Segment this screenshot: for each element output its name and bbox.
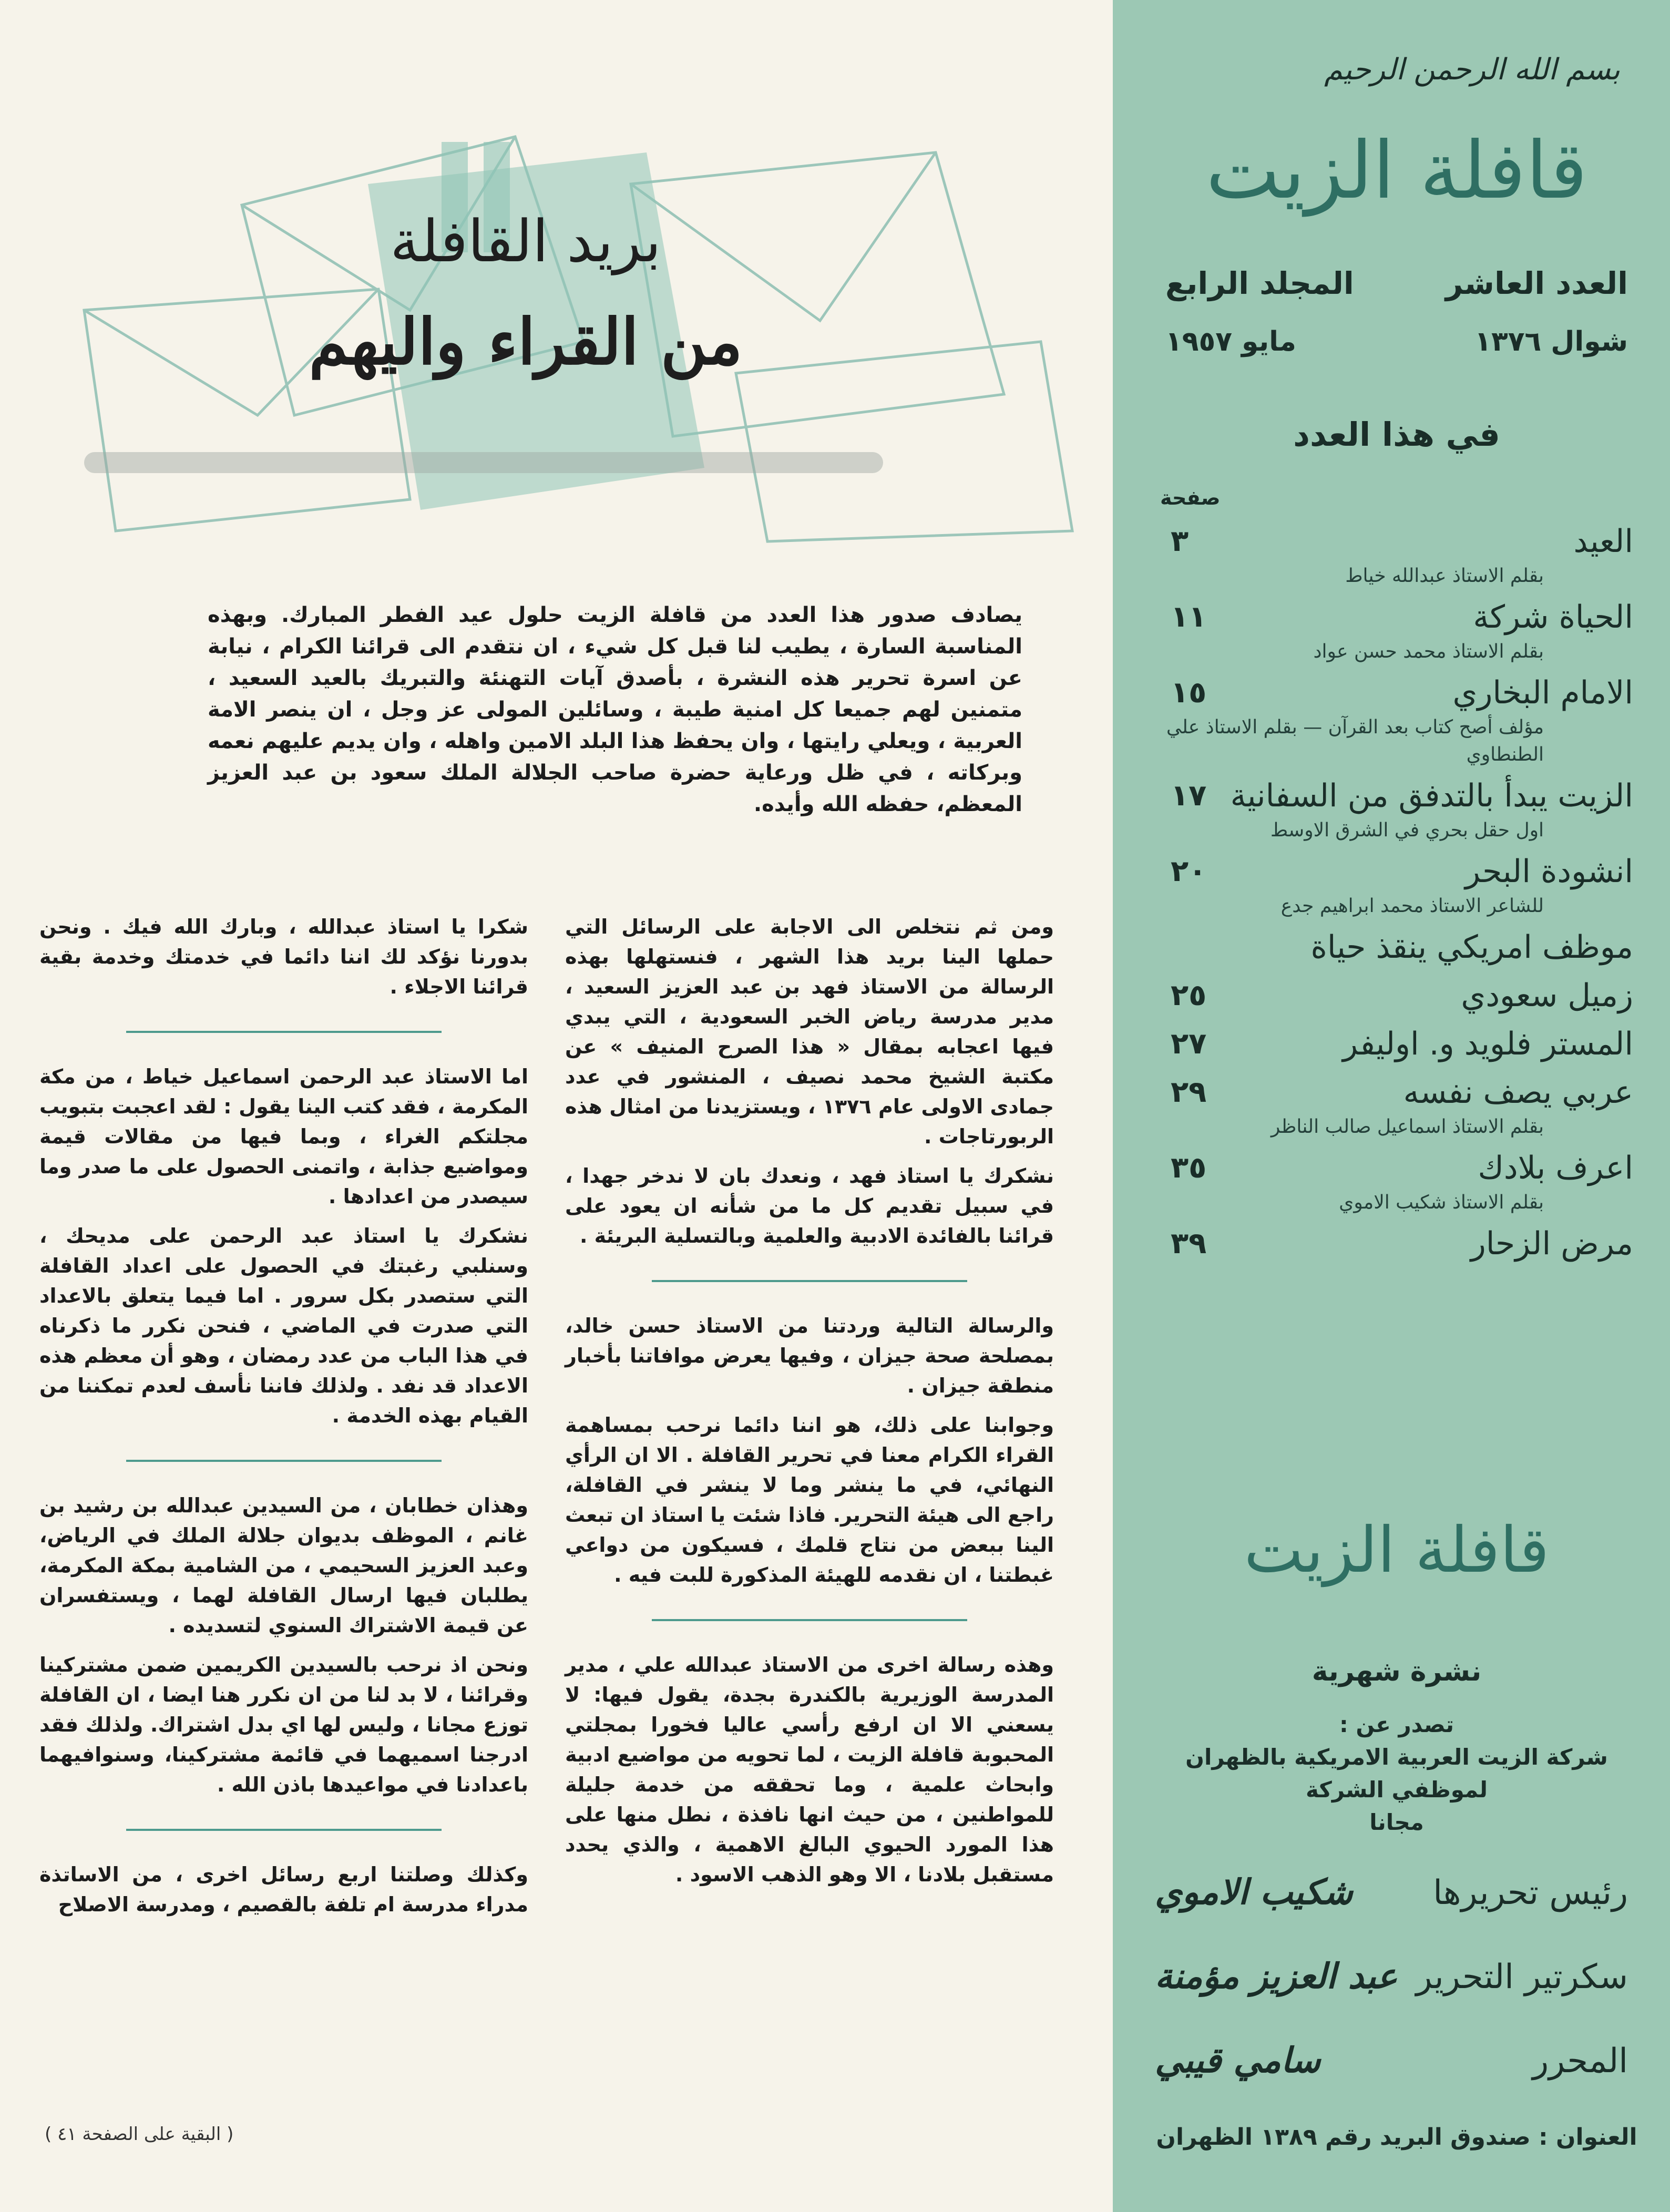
toc-item-page: ٣: [1171, 524, 1189, 558]
editor-in-chief-label: رئيس تحريرها: [1433, 1873, 1628, 1912]
toc-item-title: عربي يصف نفسه: [1403, 1074, 1633, 1111]
table-of-contents: [1155, 520, 1638, 1265]
toc-item-author: بقلم الاستاذ محمد حسن عواد: [1313, 641, 1544, 662]
toc-item-author: بقلم الاستاذ شكيب الاموي: [1339, 1192, 1544, 1213]
toc-item-title: انشودة البحر: [1464, 853, 1633, 890]
toc-item-page: ٢٠: [1171, 854, 1207, 888]
section-divider: [126, 1031, 442, 1033]
hijri-date: شوال ١٣٧٦: [1474, 326, 1628, 357]
toc-item-page: ١٧: [1171, 779, 1207, 813]
editor-label: المحرر: [1532, 2042, 1628, 2081]
mailing-address: العنوان : صندوق البريد رقم ١٣٨٩ الظهران: [1156, 2124, 1637, 2150]
volume-number: المجلد الرابع: [1165, 265, 1354, 301]
toc-item-title: اعرف بلادك: [1478, 1150, 1633, 1186]
toc-item-author: بقلم الاستاذ عبدالله خياط: [1345, 565, 1544, 587]
toc-item-title: العيد: [1573, 523, 1633, 560]
section-divider: [126, 1460, 442, 1462]
magazine-logo: قافلة الزيت: [1205, 125, 1588, 217]
toc-item[interactable]: [1155, 775, 1638, 844]
toc-item-title: مرض الزحار: [1470, 1225, 1633, 1262]
paragraph: ومن ثم نتخلص الى الاجابة على الرسائل التي حملها الينا بريد هذا الشهر ، فنستهلها بهذه الرسالة من الاستاذ فهد بن عبد العزيز السعيد ، مدير مدرسة رياض الخبر السعودية ، التي يبدي فيها اعجابه بمقال « هذا الصرح المنيف » عن مكتبة الشيخ محمد نصيف ، المنشور في عدد جمادى الاولى عام ١٣٧٦ ، ويستزيدنا من امثال هذه الربورتاجات .: [565, 915, 1054, 1148]
secretary-name: عبد العزيز مؤمنة: [1155, 1955, 1398, 1996]
basmala: بسم الله الرحمن الرحيم: [1324, 53, 1620, 87]
continued-note: ( البقية على الصفحة ٤١ ): [45, 2124, 234, 2145]
article-column-right: [565, 912, 1054, 1899]
toc-page-label: صفحة: [1160, 486, 1221, 509]
editor-in-chief-name: شكيب الاموي: [1155, 1871, 1353, 1912]
toc-item-title: الحياة شركة: [1473, 599, 1633, 636]
publisher-info: [1165, 1708, 1628, 1839]
toc-item-page: ٢٧: [1171, 1027, 1207, 1061]
toc-item[interactable]: [1155, 520, 1638, 590]
toc-item-page: ١١: [1171, 600, 1207, 634]
toc-item-page: ٣٥: [1171, 1151, 1207, 1185]
gregorian-date: مايو ١٩٥٧: [1165, 326, 1296, 357]
paragraph: وكذلك وصلتنا اربع رسائل اخرى ، من الاساتذة مدراء مدرسة ام تلفة بالقصيم ، ومدرسة الاصلاح: [39, 1863, 528, 1916]
issue-number: العدد العاشر: [1445, 265, 1628, 301]
issued-by-label: تصدر عن :: [1339, 1712, 1454, 1737]
toc-item[interactable]: [1155, 1147, 1638, 1216]
publication-price: مجانا: [1369, 1809, 1424, 1835]
toc-item[interactable]: [1155, 1023, 1638, 1065]
contents-sidebar: [1113, 0, 1670, 2212]
toc-item-page: ٢٥: [1171, 978, 1207, 1012]
paragraph: نشكرك يا استاذ فهد ، ونعدك بان لا ندخر جهدا ، في سبيل تقديم كل ما من شأنه ان يعود على قرائنا بالفائدة الادبية والعلمية وبالتسلية البريئة .: [565, 1164, 1054, 1247]
paragraph: نشكرك يا استاذ عبد الرحمن على مديحك ، وسنلبي رغبتك في الحصول على اعداد القافلة التي ستصدر بكل سرور . اما فيما يتعلق بالاعداد التي صدرت في الماضي ، فنحن نكرر ما ذكرناه في هذا الباب من عدد رمضان ، وهو أن معظم هذه الاعداد قد نفد . ولذلك فاننا نأسف لعدم تمكننا من القيام بهذه الخدمة .: [39, 1224, 528, 1427]
paragraph: وهذه رسالة اخرى من الاستاذ عبدالله علي ، مدير المدرسة الوزيرية بالكندرة بجدة، يقول فيها: لا يسعني الا ان ارفع رأسي عاليا فخورا بمجلتي المحبوبة قافلة الزيت ، لما تحويه من مواضيع ادبية وابحاث علمية ، وما تحققه من خدمة جليلة للمواطنين ، من حيث انها نافذة ، نطل منها على هذا المورد الحيوي البالغ الاهمية ، والذي يحدد مستقبل بلادنا ، الا وهو الذهب الاسود .: [565, 1653, 1054, 1886]
paragraph: شكرا يا استاذ عبدالله ، وبارك الله فيك . ونحن بدورنا نؤكد لك اننا دائما في خدمتك وخدمة بقية قرائنا الاجلاء .: [39, 915, 528, 998]
paragraph: اما الاستاذ عبد الرحمن اسماعيل خياط ، من مكة المكرمة ، فقد كتب الينا يقول : لقد اعجبت بتبويب مجلتكم الغراء ، وبما فيها من مقالات قيمة ومواضيع جذابة ، واتمنى الحصول على ما صدر وما سيصدر من اعدادها .: [39, 1065, 528, 1208]
toc-item-title: زميل سعودي: [1461, 977, 1633, 1014]
toc-item-page: ٢٩: [1171, 1075, 1207, 1109]
section-divider: [126, 1829, 442, 1831]
toc-item[interactable]: [1155, 672, 1638, 769]
toc-item-author: اول حقل بحري في الشرق الاوسط: [1270, 820, 1544, 841]
toc-item[interactable]: [1155, 1071, 1638, 1141]
toc-item-title: الامام البخاري: [1452, 674, 1633, 711]
toc-item-title: المستر فلويد و. اوليفر: [1343, 1026, 1633, 1062]
publisher-company: شركة الزيت العربية الامريكية بالظهران: [1185, 1744, 1608, 1770]
toc-item-title: الزيت يبدأ بالتدفق من السفانية: [1230, 777, 1633, 814]
toc-item[interactable]: [1155, 1223, 1638, 1265]
magazine-logo-small: قافلة الزيت: [1244, 1514, 1550, 1587]
article-intro: يصادف صدور هذا العدد من قافلة الزيت حلول عيد الفطر المبارك. وبهذه المناسبة السارة ، يطيب لنا قبل كل شيء ، ان نتقدم الى قرائنا الكرام ، نيابة عن اسرة تحرير هذه النشرة ، بأصدق آيات التهنئة والتبريك بالعيد السعيد ، متمنين لهم جميعا كل امنية طيبة ، وسائلين المولى عز وجل ، ان ينصر الامة العربية ، ويعلي رايتها ، وان يحفظ هذا البلد الامين واهله ، وان يديم عليهم نعمه وبركاته ، في ظل ورعاية حضرة صاحب الجلالة الملك سعود بن عبد العزيز المعظم، حفظه الله وأيده.: [208, 603, 1022, 816]
section-divider: [652, 1280, 967, 1282]
publisher-audience: لموظفي الشركة: [1305, 1777, 1488, 1803]
issue-dates: [1165, 326, 1628, 357]
paragraph: والرسالة التالية وردتنا من الاستاذ حسن خالد، بمصلحة صحة جيزان ، وفيها يعرض موافاتنا بأخبار منطقة جيزان .: [565, 1314, 1054, 1397]
paragraph: وجوابنا على ذلك، هو اننا دائما نرحب بمساهمة القراء الكرام معنا في تحرير القافلة . الا ان الرأي النهائي، في ما ينشر وما لا ينشر في القافلة، راجع الى هيئة التحرير. فاذا شئت يا استاذ ان تبعث الينا ببعض من نتاج قلمك ، فسيكون من دواعي غبطتنا ، ان نقدمه للهيئة المذكورة للبت فيه .: [565, 1414, 1054, 1586]
section-divider: [652, 1619, 967, 1621]
toc-item[interactable]: [1155, 975, 1638, 1017]
article-column-left: [39, 912, 528, 1929]
toc-heading: في هذا العدد: [1293, 415, 1500, 454]
editor-row: [1155, 2040, 1628, 2081]
editor-name: سامي قيبي: [1155, 2040, 1321, 2081]
toc-item-author: مؤلف أصح كتاب بعد القرآن — بقلم الاستاذ علي الطنطاوي: [1166, 716, 1544, 765]
toc-item[interactable]: [1155, 851, 1638, 920]
article-title-line1: بريد القافلة: [390, 208, 661, 275]
toc-item-title: موظف امريكي ينقذ حياة: [1310, 929, 1633, 966]
toc-item-author: بقلم الاستاذ اسماعيل صالب الناظر: [1271, 1116, 1544, 1138]
secretary-label: سكرتير التحرير: [1416, 1958, 1628, 1996]
paragraph: ونحن اذ نرحب بالسيدين الكريمين ضمن مشتركينا وقرائنا ، لا بد لنا من ان نكرر هنا ايضا ، ان القافلة توزع مجانا ، وليس لها اي بدل اشتراك. ولذلك فقد ادرجنا اسميهما في قائمة مشتركينا، وسنوافيهما باعدادنا في مواعيدها باذن الله .: [39, 1653, 528, 1796]
toc-item[interactable]: [1155, 926, 1638, 968]
issue-info: [1165, 265, 1628, 301]
toc-item-author: للشاعر الاستاذ محمد ابراهيم جدع: [1280, 895, 1544, 917]
toc-item[interactable]: [1155, 596, 1638, 665]
article-title-line2: من القراء واليهم: [309, 305, 743, 379]
secretary-row: [1155, 1955, 1628, 1996]
toc-item-page: ٣٩: [1171, 1226, 1207, 1261]
toc-item-page: ١٥: [1171, 675, 1207, 710]
paragraph: وهذان خطابان ، من السيدين عبدالله بن رشيد بن غانم ، الموظف بديوان جلالة الملك في الرياض، وعبد العزيز السحيمي ، من الشامية بمكة المكرمة، يطلبان فيها ارسال القافلة لهما ، ويستفسران عن قيمة الاشتراك السنوي لتسديده .: [39, 1494, 528, 1637]
publication-type: نشرة شهرية: [1312, 1656, 1482, 1687]
editor-in-chief-row: [1155, 1871, 1628, 1912]
